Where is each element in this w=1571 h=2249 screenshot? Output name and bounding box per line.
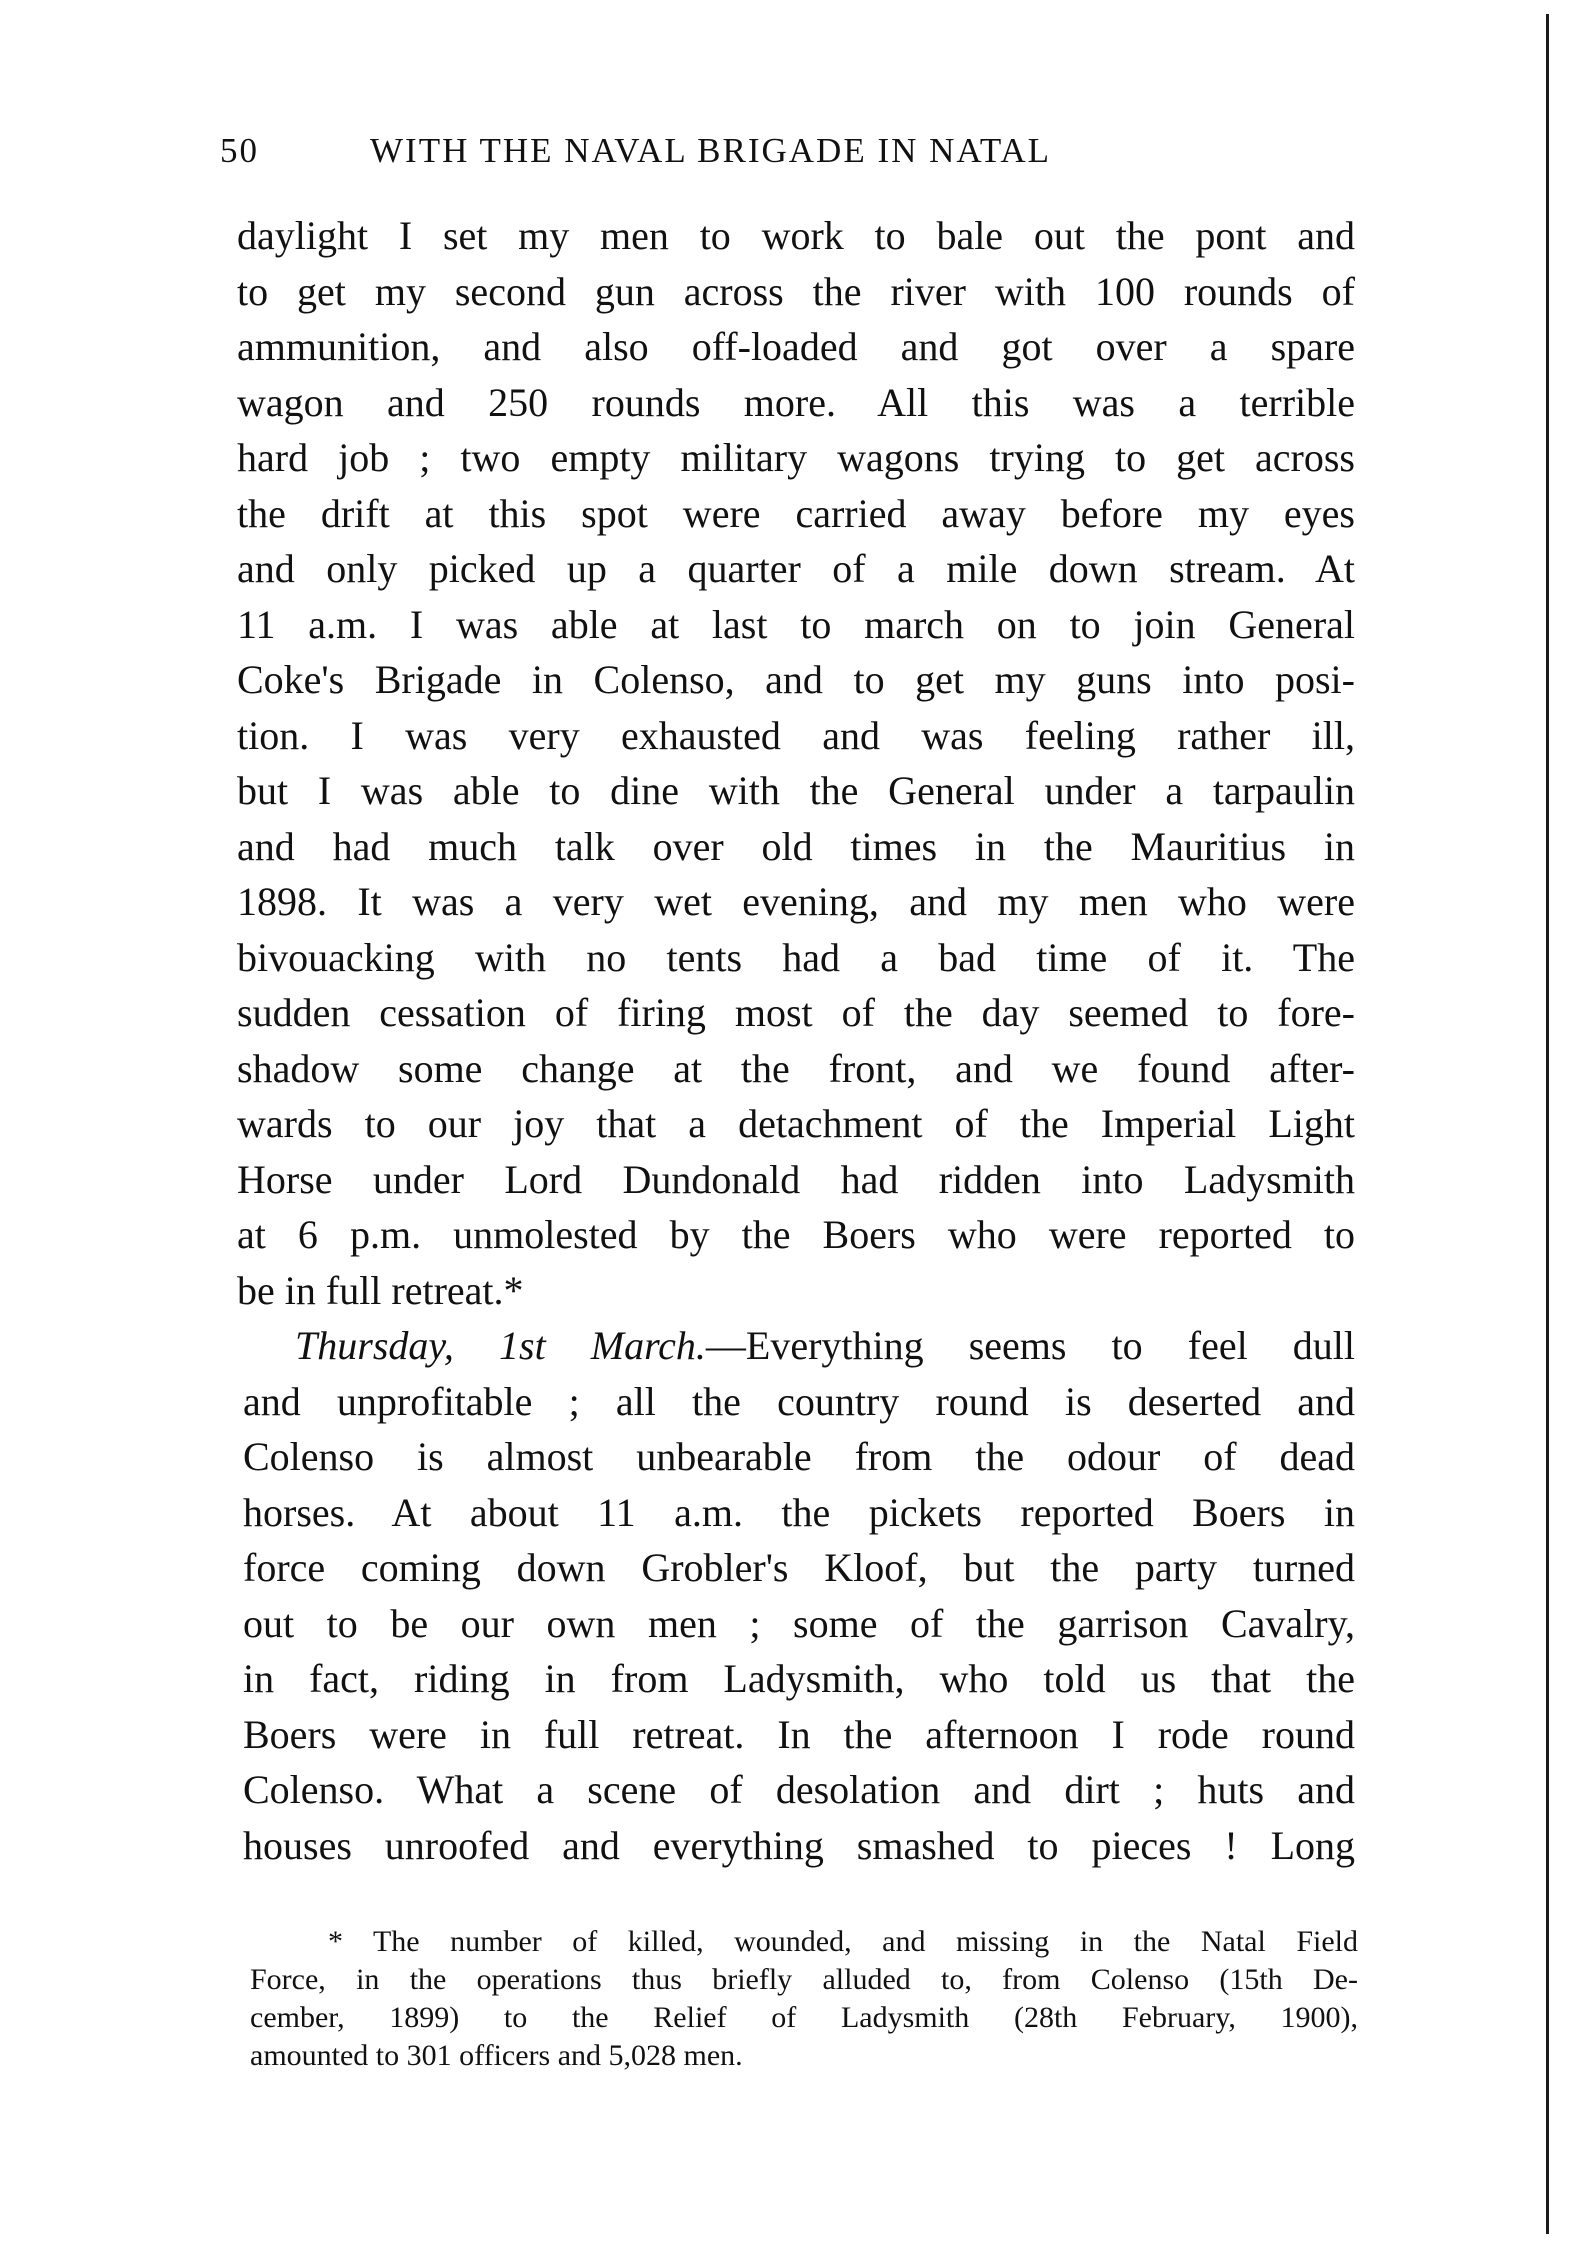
body-text [237, 208, 1355, 1873]
text-line: Boers were in full retreat. In the afternoon I rode round [243, 1711, 1355, 1757]
text-line: and only picked up a quarter of a mile down stream. At [237, 546, 1355, 591]
text-line: wards to our joy that a detachment of the Imperial Light [237, 1101, 1355, 1146]
text-line: Horse under Lord Dundonald had ridden into Ladysmith [237, 1156, 1355, 1202]
running-header [220, 126, 1200, 176]
text-line: ammunition, and also off-loaded and got over a spare [237, 324, 1355, 369]
paragraph-opening-line [237, 1318, 1355, 1374]
text-fragment: —Everything seems to feel dull [705, 1323, 1355, 1368]
text-line: shadow some change at the front, and we found after- [237, 1045, 1355, 1091]
text-line: Colenso is almost unbearable from the odour of dead [243, 1434, 1355, 1479]
text-line: Coke's Brigade in Colenso, and to get my guns into posi- [237, 657, 1355, 702]
text-line: and had much talk over old times in the Mauritius in [237, 823, 1355, 869]
text-line: and unprofitable ; all the country round is deserted and [243, 1378, 1355, 1424]
text-line: Colenso. What a scene of desolation and dirt ; huts and [243, 1767, 1355, 1812]
text-line: at 6 p.m. unmolested by the Boers who were reported to [237, 1212, 1355, 1257]
text-line: sudden cessation of firing most of the day seemed to fore- [237, 990, 1355, 1035]
text-line: be in full retreat.* [237, 1267, 524, 1313]
entry-date: Thursday, 1st March. [295, 1323, 706, 1368]
page-number: 50 [220, 131, 259, 170]
text-line: 11 a.m. I was able at last to march on to join General [237, 601, 1355, 647]
text-line: the drift at this spot were carried away before my eyes [237, 490, 1355, 536]
text-line: wagon and 250 rounds more. All this was a terrible [237, 379, 1355, 425]
footnote [250, 1923, 1358, 2075]
footnote-line: * The number of killed, wounded, and missing in the Natal Field [328, 1925, 1358, 1958]
footnote-line: amounted to 301 officers and 5,028 men. [250, 2039, 743, 2072]
footnote-line: Force, in the operations thus briefly alluded to, from Colenso (15th De- [250, 1963, 1358, 1996]
text-line: tion. I was very exhausted and was feeling rather ill, [237, 712, 1355, 758]
text-line: 1898. It was a very wet evening, and my men who were [237, 879, 1355, 924]
text-line: bivouacking with no tents had a bad time of it. The [237, 934, 1355, 980]
running-title: WITH THE NAVAL BRIGADE IN NATAL [370, 131, 1052, 170]
page-edge-rule [1546, 14, 1549, 2234]
text-line: daylight I set my men to work to bale out the pont and [237, 213, 1355, 258]
text-line: in fact, riding in from Ladysmith, who told us that the [243, 1656, 1355, 1701]
text-line: force coming down Grobler's Kloof, but the party turned [243, 1545, 1355, 1590]
text-line: horses. At about 11 a.m. the pickets reported Boers in [243, 1489, 1355, 1535]
text-line: hard job ; two empty military wagons trying to get across [237, 435, 1355, 480]
text-line: houses unroofed and everything smashed to pieces ! Long [243, 1822, 1355, 1868]
footnote-line: cember, 1899) to the Relief of Ladysmith (28th February, 1900), [250, 2001, 1358, 2034]
text-line: to get my second gun across the river with 100 rounds of [237, 268, 1355, 314]
text-line: out to be our own men ; some of the garrison Cavalry, [243, 1600, 1355, 1646]
text-line: but I was able to dine with the General under a tarpaulin [237, 768, 1355, 813]
